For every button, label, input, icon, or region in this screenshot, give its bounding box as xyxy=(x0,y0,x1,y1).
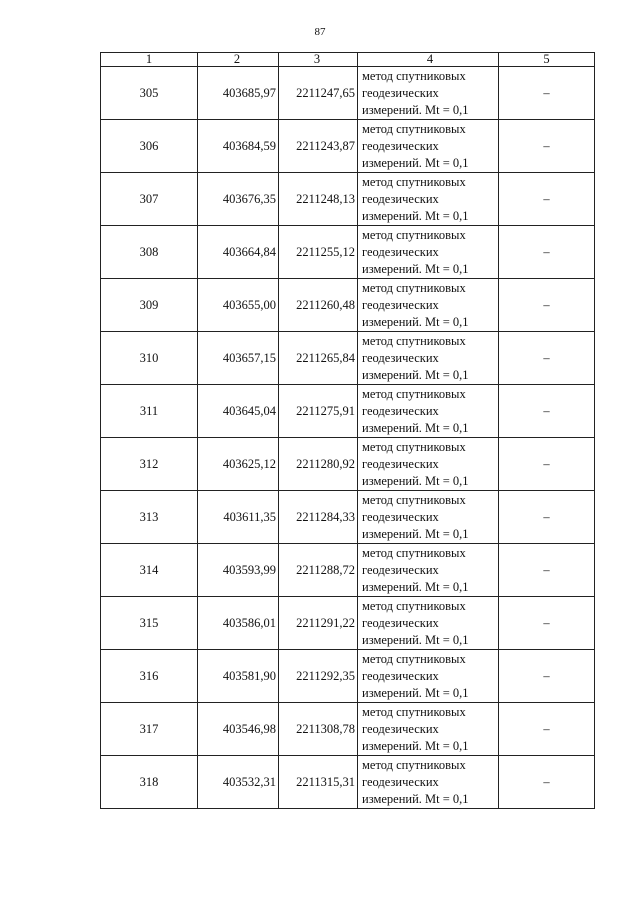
y-coordinate-cell: 2211247,65 xyxy=(279,67,358,120)
point-number-cell: 307 xyxy=(101,173,198,226)
point-number-cell: 310 xyxy=(101,332,198,385)
method-line: геодезических xyxy=(362,562,439,577)
method-cell xyxy=(358,173,499,226)
y-coordinate-cell: 2211315,31 xyxy=(279,756,358,809)
x-coordinate-cell: 403645,04 xyxy=(198,385,279,438)
point-number-cell: 306 xyxy=(101,120,198,173)
method-line: измерений. Mt = 0,1 xyxy=(362,367,469,382)
method-cell xyxy=(358,120,499,173)
method-line: метод спутниковых xyxy=(362,439,466,454)
method-line: геодезических xyxy=(362,244,439,259)
method-line: геодезических xyxy=(362,403,439,418)
point-number-cell: 318 xyxy=(101,756,198,809)
method-line: метод спутниковых xyxy=(362,174,466,189)
method-line: измерений. Mt = 0,1 xyxy=(362,738,469,753)
point-number-cell: 313 xyxy=(101,491,198,544)
table-row xyxy=(101,173,595,226)
method-line: метод спутниковых xyxy=(362,333,466,348)
table-row xyxy=(101,544,595,597)
point-number-cell: 315 xyxy=(101,597,198,650)
page-number: 87 xyxy=(314,26,326,38)
table-row xyxy=(101,67,595,120)
y-coordinate-cell: 2211288,72 xyxy=(279,544,358,597)
method-line: измерений. Mt = 0,1 xyxy=(362,632,469,647)
method-line: измерений. Mt = 0,1 xyxy=(362,473,469,488)
note-cell: – xyxy=(499,226,595,279)
method-line: измерений. Mt = 0,1 xyxy=(362,526,469,541)
x-coordinate-cell: 403546,98 xyxy=(198,703,279,756)
point-number-cell: 305 xyxy=(101,67,198,120)
point-number-cell: 308 xyxy=(101,226,198,279)
note-cell: – xyxy=(499,173,595,226)
method-line: измерений. Mt = 0,1 xyxy=(362,261,469,276)
table-row xyxy=(101,756,595,809)
method-line: геодезических xyxy=(362,668,439,683)
method-cell xyxy=(358,597,499,650)
method-line: геодезических xyxy=(362,615,439,630)
x-coordinate-cell: 403685,97 xyxy=(198,67,279,120)
method-line: измерений. Mt = 0,1 xyxy=(362,420,469,435)
method-line: измерений. Mt = 0,1 xyxy=(362,791,469,806)
method-line: измерений. Mt = 0,1 xyxy=(362,102,469,117)
table-row xyxy=(101,703,595,756)
table-row xyxy=(101,491,595,544)
method-line: геодезических xyxy=(362,138,439,153)
note-cell: – xyxy=(499,438,595,491)
y-coordinate-cell: 2211292,35 xyxy=(279,650,358,703)
table-row xyxy=(101,279,595,332)
table-row xyxy=(101,120,595,173)
table-header xyxy=(101,53,595,67)
x-coordinate-cell: 403676,35 xyxy=(198,173,279,226)
y-coordinate-cell: 2211265,84 xyxy=(279,332,358,385)
note-cell: – xyxy=(499,67,595,120)
method-cell xyxy=(358,226,499,279)
note-cell: – xyxy=(499,544,595,597)
method-line: метод спутниковых xyxy=(362,280,466,295)
y-coordinate-cell: 2211243,87 xyxy=(279,120,358,173)
method-cell xyxy=(358,67,499,120)
method-line: метод спутниковых xyxy=(362,492,466,507)
header-col-3: 3 xyxy=(279,53,358,67)
header-row xyxy=(101,53,595,67)
point-number-cell: 309 xyxy=(101,279,198,332)
point-number-cell: 316 xyxy=(101,650,198,703)
method-line: геодезических xyxy=(362,774,439,789)
note-cell: – xyxy=(499,385,595,438)
note-cell: – xyxy=(499,703,595,756)
method-line: измерений. Mt = 0,1 xyxy=(362,685,469,700)
method-line: метод спутниковых xyxy=(362,545,466,560)
y-coordinate-cell: 2211248,13 xyxy=(279,173,358,226)
y-coordinate-cell: 2211291,22 xyxy=(279,597,358,650)
x-coordinate-cell: 403657,15 xyxy=(198,332,279,385)
method-cell xyxy=(358,491,499,544)
note-cell: – xyxy=(499,597,595,650)
coordinates-table xyxy=(100,52,595,809)
method-line: геодезических xyxy=(362,509,439,524)
y-coordinate-cell: 2211260,48 xyxy=(279,279,358,332)
table-row xyxy=(101,438,595,491)
method-line: геодезических xyxy=(362,297,439,312)
method-line: измерений. Mt = 0,1 xyxy=(362,579,469,594)
method-line: измерений. Mt = 0,1 xyxy=(362,314,469,329)
x-coordinate-cell: 403586,01 xyxy=(198,597,279,650)
y-coordinate-cell: 2211255,12 xyxy=(279,226,358,279)
note-cell: – xyxy=(499,650,595,703)
y-coordinate-cell: 2211284,33 xyxy=(279,491,358,544)
table-row xyxy=(101,650,595,703)
method-line: метод спутниковых xyxy=(362,227,466,242)
table-row xyxy=(101,332,595,385)
method-line: геодезических xyxy=(362,456,439,471)
method-cell xyxy=(358,332,499,385)
point-number-cell: 311 xyxy=(101,385,198,438)
x-coordinate-cell: 403625,12 xyxy=(198,438,279,491)
header-col-5: 5 xyxy=(499,53,595,67)
method-cell xyxy=(358,650,499,703)
method-line: геодезических xyxy=(362,85,439,100)
method-line: метод спутниковых xyxy=(362,651,466,666)
point-number-cell: 314 xyxy=(101,544,198,597)
method-line: метод спутниковых xyxy=(362,598,466,613)
method-line: геодезических xyxy=(362,721,439,736)
method-line: метод спутниковых xyxy=(362,757,466,772)
method-cell xyxy=(358,756,499,809)
method-cell xyxy=(358,279,499,332)
x-coordinate-cell: 403611,35 xyxy=(198,491,279,544)
header-col-4: 4 xyxy=(358,53,499,67)
table-row xyxy=(101,385,595,438)
method-cell xyxy=(358,703,499,756)
method-line: измерений. Mt = 0,1 xyxy=(362,208,469,223)
header-col-2: 2 xyxy=(198,53,279,67)
y-coordinate-cell: 2211308,78 xyxy=(279,703,358,756)
method-line: геодезических xyxy=(362,350,439,365)
method-line: метод спутниковых xyxy=(362,386,466,401)
x-coordinate-cell: 403532,31 xyxy=(198,756,279,809)
x-coordinate-cell: 403593,99 xyxy=(198,544,279,597)
x-coordinate-cell: 403655,00 xyxy=(198,279,279,332)
note-cell: – xyxy=(499,279,595,332)
method-cell xyxy=(358,544,499,597)
header-col-1: 1 xyxy=(101,53,198,67)
method-cell xyxy=(358,385,499,438)
point-number-cell: 312 xyxy=(101,438,198,491)
x-coordinate-cell: 403684,59 xyxy=(198,120,279,173)
method-line: метод спутниковых xyxy=(362,68,466,83)
note-cell: – xyxy=(499,332,595,385)
note-cell: – xyxy=(499,491,595,544)
y-coordinate-cell: 2211280,92 xyxy=(279,438,358,491)
note-cell: – xyxy=(499,120,595,173)
y-coordinate-cell: 2211275,91 xyxy=(279,385,358,438)
x-coordinate-cell: 403664,84 xyxy=(198,226,279,279)
x-coordinate-cell: 403581,90 xyxy=(198,650,279,703)
note-cell: – xyxy=(499,756,595,809)
method-line: метод спутниковых xyxy=(362,121,466,136)
method-line: измерений. Mt = 0,1 xyxy=(362,155,469,170)
table-body xyxy=(101,67,595,809)
method-line: метод спутниковых xyxy=(362,704,466,719)
point-number-cell: 317 xyxy=(101,703,198,756)
method-cell xyxy=(358,438,499,491)
table-row xyxy=(101,226,595,279)
table-row xyxy=(101,597,595,650)
method-line: геодезических xyxy=(362,191,439,206)
